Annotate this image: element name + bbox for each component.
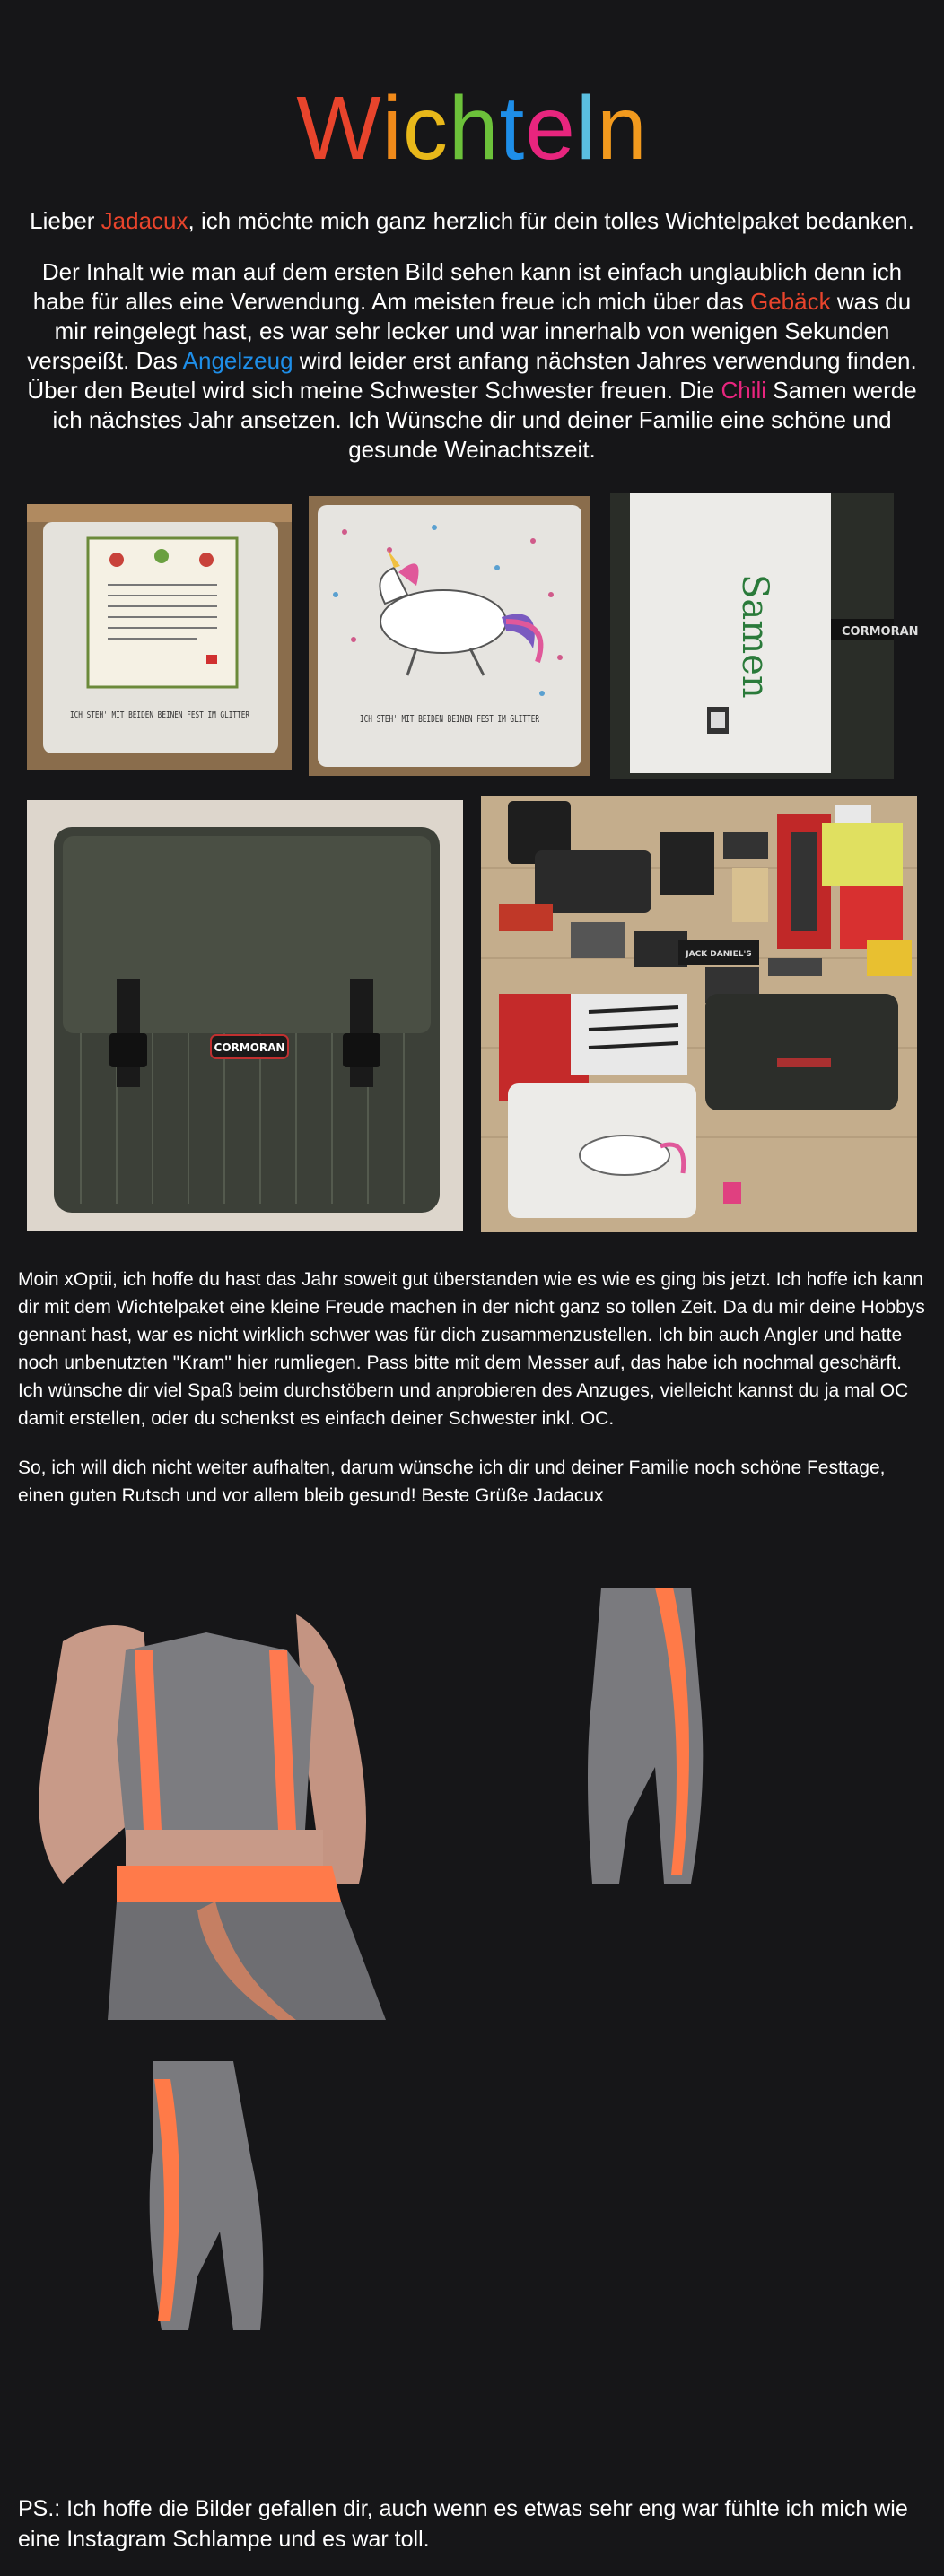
page-title [0,79,944,178]
photo-box-letter [27,504,292,770]
photo-items-overview [481,796,917,1232]
title-letter: e [525,78,576,178]
greeting-text [22,206,922,236]
bag-print-text: ICH STEH' MIT BEIDEN BEINEN FEST IM GLITTER [360,713,540,725]
highlight-chili: Chili [721,377,767,404]
letter-paragraph-2: So, ich will dich nicht weiter aufhalten, darum wünsche ich dir und deiner Familie noch schöne Festtage, einen guten Rutsch und vor allem bleib gesund! Beste Grüße Jadacux [18,1458,886,1506]
brand-label: CORMORAN [842,625,919,639]
title-letter: h [448,78,500,178]
title-letter: W [296,78,382,178]
greeting-pre: Lieber [30,207,101,234]
title-letter: l [575,78,598,178]
greeting-name: Jadacux [101,207,188,234]
box-brand-label: JACK DANIEL'S [686,950,752,959]
bag-print-text: ICH STEH' MIT BEIDEN BEINEN FEST IM GLITTER [70,710,250,720]
title-letter: n [597,78,648,178]
thanks-text: Der Inhalt wie man auf dem ersten Bild sehen kann ist einfach unglaublich denn ich habe für alles eine Verwendung. Am meisten freue ich mich über das [32,258,903,315]
envelope-handwriting: Samen [734,574,775,699]
thanks-text: was du mir reingelegt hast, es war sehr lecker und war innerhalb von wenigen Sekunden verspeißt. Das [27,288,912,374]
highlight-angelzeug: Angelzeug [182,347,293,374]
photo-leggings-side [565,1588,718,1893]
photo-cormoran-bag [27,800,463,1231]
photo-seed-envelope [610,493,919,779]
letter-paragraph-1: Moin xOptii, ich hoffe du hast das Jahr soweit gut überstanden wie es wie es ging bis jetzt. Ich hoffe ich kann dir mit dem Wichtelpaket eine kleine Freude machen in der nicht ganz so tollen Zeit. Da du mir deine Hobbys gennant hast, war es nicht wirklich schwer was für dich zusammenzustellen. Ich bin auch Angler und hatte noch unbenutzten "Kram" hier rumliegen. Pass bitte mit dem Messer auf, das habe ich nochmal geschärft. Ich wünsche dir viel Spaß beim durchstöbern und anprobieren des Anzuges, vielleicht kannst du ja mal OC damit erstellen, oder du schenkst es einfach deiner Schwester inkl. OC. [18,1269,925,1429]
photo-unicorn-bag [309,496,590,776]
brand-label: CORMORAN [214,1041,285,1054]
greeting-post: , ich möchte mich ganz herzlich für dein tolles Wichtelpaket bedanken. [188,207,914,234]
thanks-text: Samen werde ich nächstes Jahr ansetzen. Ich Wünsche dir und deiner Familie eine schöne und gesunde Weinachtszeit. [52,377,917,463]
title-letter: c [402,78,449,178]
photo-outfit-torso [27,1614,433,2020]
photo-leggings-back [135,2061,283,2339]
title-letter: t [499,78,526,178]
postscript-text: PS.: Ich hoffe die Bilder gefallen dir, auch wenn es etwas sehr eng war fühlte ich mich wie eine Instagram Schlampe und es war toll. [18,2496,908,2552]
title-letter: i [381,78,403,178]
highlight-gebaeck: Gebäck [750,288,831,315]
thanks-paragraph [22,257,922,465]
thanks-text: wird leider erst anfang nächsten Jahres verwendung finden. Über den Beutel wird sich meine Schwester Schwester freuen. Die [27,347,917,404]
